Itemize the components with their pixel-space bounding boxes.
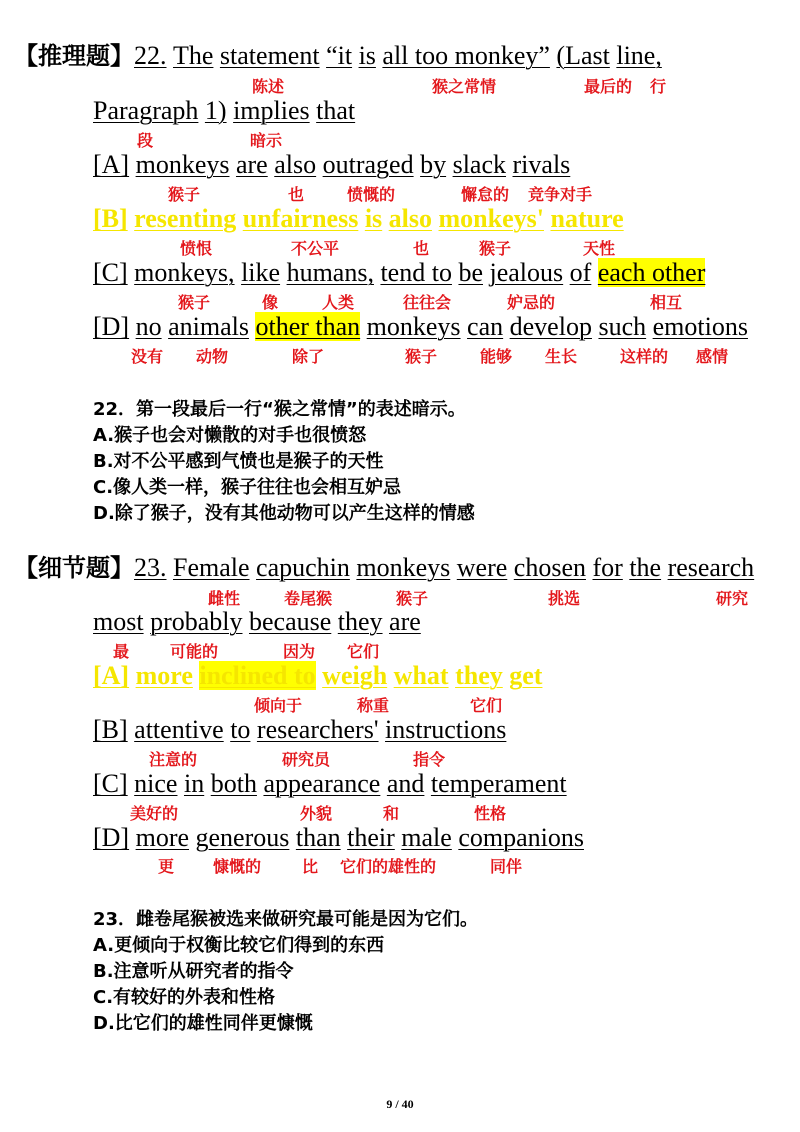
q22-type-tag: 【推理题】 bbox=[14, 42, 134, 70]
q23-stem-line1: 【细节题】23. Female capuchin monkeys were chosen for the research bbox=[14, 553, 755, 582]
highlighted-phrase: other than bbox=[255, 312, 361, 341]
q23-option-b: [B] attentive to researchers' instructions bbox=[93, 715, 507, 744]
highlighted-phrase: each other bbox=[597, 258, 706, 287]
q22-stem-line2: Paragraph 1) implies that bbox=[93, 96, 356, 125]
q23-stem-line2: most probably because they are bbox=[93, 607, 421, 636]
q22-option-c: [C] monkeys, like humans, tend to be jealous of each other bbox=[93, 258, 706, 287]
q22-stem-line1: 【推理题】22. The statement “it is all too monkey” (Last line, bbox=[14, 41, 662, 70]
q22-option-d: [D] no animals other than monkeys can develop such emotions bbox=[93, 312, 748, 341]
q23-option-d: [D] more generous than their male companions bbox=[93, 823, 584, 852]
q23-type-tag: 【细节题】 bbox=[14, 554, 134, 582]
highlighted-phrase: inclined to bbox=[199, 661, 316, 690]
page-number: 9 / 40 bbox=[386, 1097, 414, 1111]
q23-option-a-correct: [A] more inclined to weigh what they get bbox=[93, 661, 543, 690]
q22-option-a: [A] monkeys are also outraged by slack rivals bbox=[93, 150, 571, 179]
q22-option-b-correct: [B] resenting unfairness is also monkeys' nature bbox=[93, 204, 624, 233]
q23-option-c: [C] nice in both appearance and temperament bbox=[93, 769, 567, 798]
